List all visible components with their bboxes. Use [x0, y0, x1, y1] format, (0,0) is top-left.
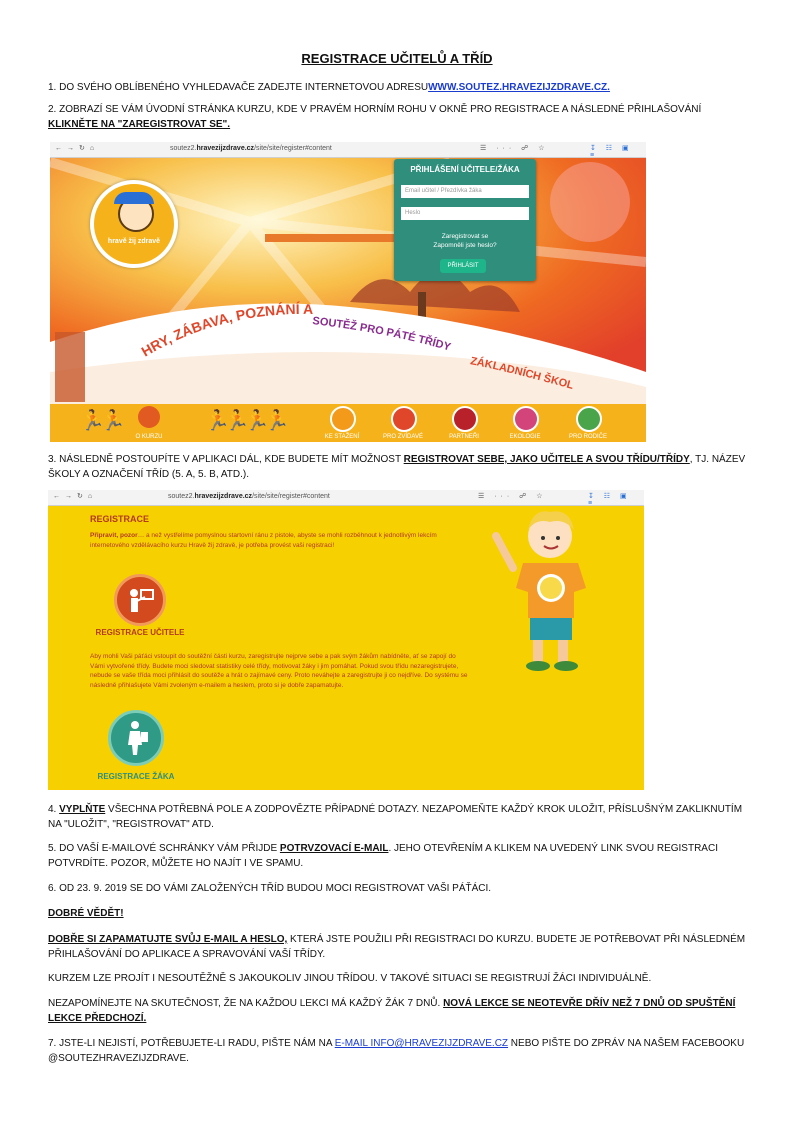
browser-tools-icons[interactable]: ☰ ··· ☍ ☆ [480, 145, 549, 152]
registration-info: Aby mohli Vaši páťáci vstoupit do soutěžní části kurzu, zaregistrujte nejprve sebe a pak svým žákům nabídněte, ať se zapojí do Vámi vytvořené třídy. Budete moci sledovat statistiky celé třídy, motivovat žáky i jim pomáhat. Pokud svou třídu nezaregistrujete, nebude se vaše třída moci přihlásit do soutěže a hrát o zajímavé ceny. Proto neváhejte a zaregistrujte ji co nejdříve. Do systému se následně přihlašujete Vámi zvoleným e-mailem a heslem, proto si je dobře zapamatujte. [90, 653, 468, 689]
step-4-text: VŠECHNA POTŘEBNÁ POLE A ZODPOVĚZTE PŘÍPADNÉ DOTAZY. NEZAPOMEŇTE KAŽDÝ KROK ULOŽIT, PŘÍSLUŠNÝM ZAKLIKNUTÍM NA "ULOŽIT", "REGISTROVAT" ATD. [48, 804, 743, 830]
browser-download-icon[interactable]: ↧ ☷ ▣ ≡ [590, 145, 633, 159]
step-5-rest: . JEHO OTEVŘENÍM A KLIKEM NA UVEDENÝ LINK SVOU REGISTRACI POTVRDÍTE. POZOR, MŮŽETE HO NAJÍT I VE SPAMU. [48, 843, 718, 869]
step-1-text: 1. DO SVÉHO OBLÍBENÉHO VYHLEDAVAČE ZADEJTE INTERNETOVOU ADRESU [48, 82, 429, 93]
footer-item-ecology[interactable]: EKOLOGIE [509, 434, 541, 440]
partners-icon[interactable] [452, 406, 478, 432]
registration-screenshot [48, 490, 644, 790]
svg-text:HRY, ZÁBAVA, POZNÁNÍ A [138, 301, 313, 360]
password-input[interactable]: Heslo [401, 207, 529, 220]
teacher-registration-icon[interactable] [114, 574, 166, 626]
step-7 [48, 1036, 748, 1066]
footer-item-partners[interactable]: PARTNEŘI [449, 434, 479, 440]
browser-nav-icons-2[interactable]: ←→↻⌂ [53, 493, 98, 500]
homepage-footer-nav [50, 404, 646, 442]
curious-icon[interactable] [391, 406, 417, 432]
teacher-registration-label[interactable]: REGISTRACE UČITELE [95, 628, 185, 637]
step-5 [48, 841, 748, 871]
student-registration-label[interactable]: REGISTRACE ŽÁKA [97, 772, 175, 781]
banner-slogan-part1: HRY, ZÁBAVA, POZNÁNÍ A [138, 300, 314, 360]
about-icon[interactable] [138, 406, 160, 428]
browser-url-2[interactable]: soutez2.hravezijzdrave.cz/site/site/register#content [168, 493, 330, 500]
ecology-icon[interactable] [513, 406, 539, 432]
runners-icon: 🏃🏃 [80, 410, 122, 432]
page-title: REGISTRACE UČITELŮ A TŘÍD [301, 51, 493, 66]
svg-text:ZÁKLADNÍCH ŠKOL [469, 355, 575, 392]
browser-url[interactable]: soutez2.hravezijzdrave.cz/site/site/register#content [170, 145, 332, 152]
footer-item-about[interactable]: O KURZU [135, 434, 163, 440]
step-5-text: 5. DO VAŠÍ E-MAILOVÉ SCHRÁNKY VÁM PŘIJDE [48, 843, 278, 854]
step-2-text: 2. ZOBRAZÍ SE VÁM ÚVODNÍ STRÁNKA KURZU, KDE V PRAVÉM HORNÍM ROHU V OKNĚ PRO REGISTRACE A NÁSLEDNÉ PŘIHLAŠOVÁNÍ [48, 104, 702, 115]
login-title: PŘIHLÁŠENÍ UČITELE/ŽÁKA [410, 165, 520, 174]
step-5-emphasis: POTRVZOVACÍ E-MAIL [279, 843, 389, 854]
banner-slogan-part2: SOUTĚŽ PRO PÁTÉ TŘÍDY [311, 315, 453, 354]
lessons-note [48, 996, 748, 1026]
browser-download-icon-2[interactable]: ↧ ☷ ▣ ≡ [588, 493, 631, 507]
username-input[interactable]: Email učitel / Přezdívka žáka [401, 185, 529, 198]
banner-slogan [50, 142, 646, 442]
good-to-know-heading: DOBRÉ VĚDĚT! [48, 908, 124, 919]
lessons-text: NEZAPOMÍNEJTE NA SKUTEČNOST, ŽE NA KAŽDOU LEKCI MÁ KAŽDÝ ŽÁK 7 DNŮ. [48, 998, 444, 1009]
step-4-emphasis: VYPLŇTE [59, 804, 106, 815]
step-7-text: 7. JSTE-LI NEJISTÍ, POTŘEBUJETE-LI RADU, PIŠTE NÁM NA [48, 1038, 335, 1049]
registration-heading: REGISTRACE [90, 514, 150, 524]
browser-toolbar-2 [48, 490, 644, 506]
student-registration-icon[interactable] [108, 710, 164, 766]
course-url-link[interactable]: WWW.SOUTEZ.HRAVEZIJZDRAVE.CZ. [428, 82, 610, 93]
lessons-emphasis: NOVÁ LEKCE SE NEOTEVŘE DŘÍV NEŽ 7 DNŮ OD SPUŠTĚNÍ LEKCE PŘEDCHOZÍ. [48, 998, 736, 1024]
step-3-rest: , TJ. NÁZEV ŠKOLY A OZNAČENÍ TŘÍD (5. A, 5. B, ATD.). [48, 454, 746, 480]
footer-item-parents[interactable]: PRO RODIČE [568, 434, 607, 440]
boy-mascot-illustration [478, 508, 618, 683]
forgot-password-link[interactable]: Zapomněli jste heslo? [433, 242, 497, 249]
svg-text:SOUTĚŽ PRO PÁTÉ TŘÍDY [312, 315, 453, 354]
step-3-text: 3. NÁSLEDNĚ POSTOUPÍTE V APLIKACI DÁL, KDE BUDETE MÍT MOŽNOST [48, 454, 401, 465]
logo-text: hravě žij zdravě [107, 238, 161, 245]
noncompete-note: KURZEM LZE PROJÍT I NESOUTĚŽNĚ S JAKOUKOLIV JINOU TŘÍDOU. V TAKOVÉ SITUACI SE REGISTRUJÍ ŽÁCI INDIVIDUÁLNĚ. [48, 973, 652, 984]
register-link[interactable]: Zaregistrovat se [441, 233, 489, 240]
step-4-number: 4. [48, 804, 60, 815]
footer-item-downloads[interactable]: KE STAŽENÍ [324, 434, 360, 440]
homepage-screenshot [50, 142, 646, 442]
step-7-rest: NEBO PIŠTE DO ZPRÁV NA NAŠEM FACEBOOKU @SOUTEZHRAVEZIJZDRAVE. [48, 1038, 745, 1064]
remember-text: KTERÁ JSTE POUŽILI PŘI REGISTRACI DO KURZU. BUDETE JE POTŘEBOVAT PŘI NÁSLEDNÉM PŘIHLAŠOVÁNÍ DO APLIKACE A SPRAVOVÁNÍ VAŠÍ TŘÍDY. [48, 934, 746, 960]
step-2-emphasis: KLIKNĚTE NA "ZAREGISTROVAT SE". [48, 119, 231, 130]
step-4 [48, 802, 748, 832]
remember-note [48, 932, 748, 962]
remember-emphasis: DOBŘE SI ZAPAMATUJTE SVŮJ E-MAIL A HESLO, [48, 934, 288, 945]
step-6: 6. OD 23. 9. 2019 SE DO VÁMI ZALOŽENÝCH TŘÍD BUDOU MOCI REGISTROVAT VAŠI PÁŤÁCI. [48, 883, 492, 894]
browser-tools-icons-2[interactable]: ☰ ··· ☍ ☆ [478, 493, 547, 500]
download-icon[interactable] [330, 406, 356, 432]
browser-nav-icons[interactable]: ←→↻⌂ [55, 145, 100, 152]
step-2 [48, 102, 748, 132]
parents-icon[interactable] [576, 406, 602, 432]
banner-slogan-part3: ZÁKLADNÍCH ŠKOL [469, 355, 575, 392]
step-1 [48, 80, 748, 95]
step-3-emphasis: REGISTROVAT SEBE, JAKO UČITELE A SVOU TŘÍDU/TŘÍDY [403, 454, 690, 465]
registration-intro: Připravit, pozor… a než vystřelíme pomyslnou startovní ránu z pistole, abyste se mohli rozběhnout k jednotlivým lekcím internetového vzdělávacího kurzu Hravě žij zdravě, je potřeba provést vaši registraci! [90, 532, 437, 549]
contact-email-link[interactable]: E-MAIL INFO@HRAVEZIJZDRAVE.CZ [334, 1038, 509, 1049]
login-button[interactable]: PŘIHLÁSIT [440, 259, 486, 273]
step-3 [48, 452, 748, 482]
footer-item-curious[interactable]: PRO ZVÍDAVÉ [383, 434, 423, 440]
runners-group-icon: 🏃🏃🏃🏃 [205, 410, 285, 432]
